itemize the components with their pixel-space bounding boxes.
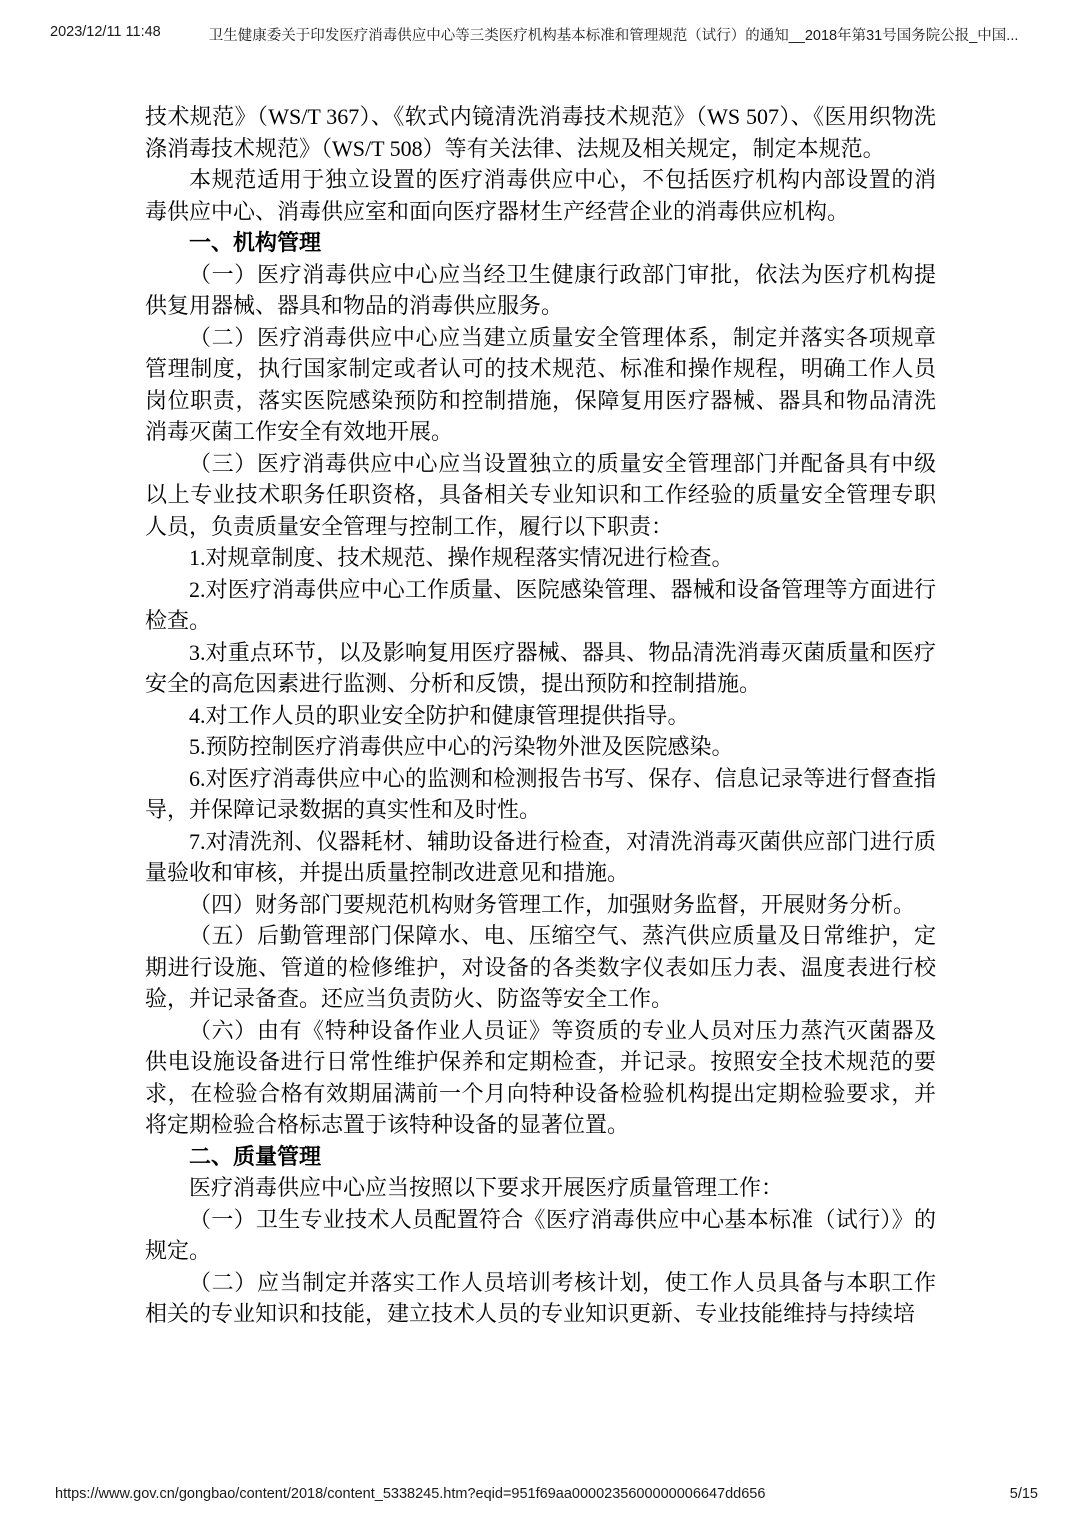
footer-page-number: 5/15 <box>1009 1486 1038 1502</box>
paragraph: 医疗消毒供应中心应当按照以下要求开展医疗质量管理工作： <box>189 1175 784 1200</box>
paragraph: 3.对重点环节，以及影响复用医疗器械、器具、物品清洗消毒灭菌质量和医疗安全的高危因素进行监测、分析和反馈，提出预防和控制措施。 <box>145 639 936 696</box>
paragraph: 1.对规章制度、技术规范、操作规程落实情况进行检查。 <box>189 545 734 570</box>
paragraph: （一）卫生专业技术人员配置符合《医疗消毒供应中心基本标准（试行）》的规定。 <box>145 1206 936 1263</box>
paragraph: 7.对清洗剂、仪器耗材、辅助设备进行检查，对清洗消毒灭菌供应部门进行质量验收和审核，并提出质量控制改进意见和措施。 <box>145 828 936 885</box>
header-datetime: 2023/12/11 11:48 <box>50 24 161 40</box>
paragraph: （一）医疗消毒供应中心应当经卫生健康行政部门审批，依法为医疗机构提供复用器械、器具和物品的消毒供应服务。 <box>145 261 936 318</box>
paragraph: 2.对医疗消毒供应中心工作质量、医院感染管理、器械和设备管理等方面进行检查。 <box>145 576 936 633</box>
paragraph: （六）由有《特种设备作业人员证》等资质的专业人员对压力蒸汽灭菌器及供电设施设备进行日常性维护保养和定期检查，并记录。按照安全技术规范的要求，在检验合格有效期届满前一个月向特种设备检验机构提出定期检验要求，并将定期检验合格标志置于该特种设备的显著位置。 <box>145 1017 936 1137</box>
paragraph: （四）财务部门要规范机构财务管理工作，加强财务监督，开展财务分析。 <box>189 891 916 917</box>
paragraph: （五）后勤管理部门保障水、电、压缩空气、蒸汽供应质量及日常维护，定期进行设施、管道的检修维护，对设备的各类数字仪表如压力表、温度表进行校验，并记录备查。还应当负责防火、防盗等安全工作。 <box>145 923 936 1011</box>
paragraph: （三）医疗消毒供应中心应当设置独立的质量安全管理部门并配备具有中级以上专业技术职务任职资格，具备相关专业知识和工作经验的质量安全管理专职人员，负责质量安全管理与控制工作，履行以下职责： <box>145 450 936 539</box>
paragraph: 4.对工作人员的职业安全防护和健康管理提供指导。 <box>189 702 690 728</box>
section-heading: 一、机构管理 <box>189 230 322 255</box>
print-footer <box>0 1486 1080 1502</box>
paragraph: 5.预防控制医疗消毒供应中心的污染物外泄及医院感染。 <box>189 734 734 759</box>
paragraph: （二）应当制定并落实工作人员培训考核计划，使工作人员具备与本职工作相关的专业知识和技能，建立技术人员的专业知识更新、专业技能维持与持续培 <box>145 1269 936 1326</box>
section-heading: 二、质量管理 <box>189 1143 322 1169</box>
paragraph: （二）医疗消毒供应中心应当建立质量安全管理体系，制定并落实各项规章管理制度，执行国家制定或者认可的技术规范、标准和操作规程，明确工作人员岗位职责，落实医院感染预防和控制措施，保障复用医疗器械、器具和物品清洗消毒灭菌工作安全有效地开展。 <box>145 324 936 444</box>
paragraph: 技术规范》（WS/T 367）、《软式内镜清洗消毒技术规范》（WS 507）、《医用织物洗涤消毒技术规范》（WS/T 508）等有关法律、法规及相关规定，制定本规范。 <box>145 104 936 161</box>
footer-url: https://www.gov.cn/gongbao/content/2018/content_5338245.htm?eqid=951f69aa0000235600000006647dd656 <box>55 1486 766 1502</box>
header-title: 卫生健康委关于印发医疗消毒供应中心等三类医疗机构基本标准和管理规范（试行）的通知__2018年第31号国务院公报_中国... <box>208 28 1019 44</box>
paragraph: 本规范适用于独立设置的医疗消毒供应中心，不包括医疗机构内部设置的消毒供应中心、消毒供应室和面向医疗器材生产经营企业的消毒供应机构。 <box>145 167 936 224</box>
print-header <box>0 24 1080 45</box>
paragraph: 6.对医疗消毒供应中心的监测和检测报告书写、保存、信息记录等进行督查指导，并保障记录数据的真实性和及时性。 <box>145 765 936 822</box>
document-body <box>145 101 936 1330</box>
